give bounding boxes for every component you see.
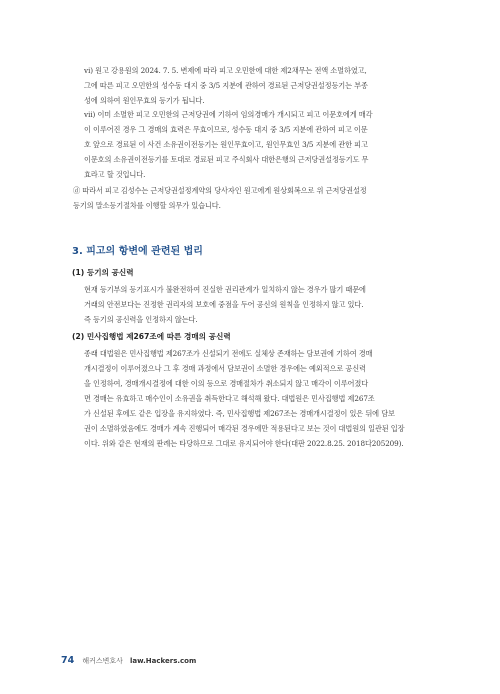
- text-line: 그에 따른 피고 오민한의 성수동 대지 중 3/5 지분에 관하여 경료된 근저당권설정등기는 부종: [84, 81, 368, 90]
- text-line: ⅵ) 원고 강용원의 2024. 7. 5. 변제에 따라 피고 오민한에 대한 제2채무는 전액 소멸하였고,: [84, 66, 367, 75]
- paragraph-d: [73, 183, 436, 213]
- text-line: 종래 대법원은 민사집행법 제267조가 신설되기 전에도 실체상 존재하는 담보권에 기하여 경매: [84, 349, 373, 358]
- paragraph-registry: [84, 282, 436, 327]
- page-footer: [61, 648, 196, 667]
- text-line: 호 앞으로 경료된 이 사건 소유권이전등기는 원인무효이고, 원인무효인 3/5 지분에 관한 피고: [84, 140, 368, 149]
- text-line: 이 이루어진 경우 그 경매의 효력은 무효이므로, 성수동 대지 중 3/5 지분에 관하여 피고 이문: [84, 125, 368, 134]
- text-line: 이문호의 소유권이전등기를 토대로 경료된 피고 주식회사 대한은행의 근저당권설정등기도 무: [84, 155, 369, 164]
- text-line: 가 신설된 후에도 같은 입장을 유지하였다. 즉, 민사집행법 제267조는 경매개시결정이 있은 뒤에 담보: [84, 409, 395, 418]
- text-line: ⓓ 따라서 피고 김성수는 근저당권설정계약의 당사자인 원고에게 원상회복으로 위 근저당권설정: [73, 186, 367, 195]
- paragraph-auction: [84, 346, 436, 451]
- section-title: 3. 피고의 항변에 관련된 법리: [72, 246, 203, 257]
- subheading-registry: (1) 등기의 공신력: [72, 268, 134, 277]
- text-line: 즉 등기의 공신력을 인정하지 않는다.: [84, 315, 198, 324]
- text-line: 이다. 위와 같은 현재의 판례는 타당하므로 그대로 유지되어야 한다(대판 2022.8.25. 2018다205209).: [84, 439, 404, 448]
- text-line: 효라고 할 것입니다.: [84, 170, 146, 179]
- footer-url: law.Hackers.com: [130, 657, 197, 665]
- paragraph-vii: [84, 107, 436, 182]
- text-line: 면 경매는 유효하고 매수인이 소유권을 취득한다고 해석해 왔다. 대법원은 민사집행법 제267조: [84, 394, 375, 403]
- subheading-auction: (2) 민사집행법 제267조에 따른 경매의 공신력: [72, 332, 231, 341]
- footer-brand: 해커스변호사: [82, 657, 123, 665]
- text-line: 현재 등기부의 등기표시가 불완전하여 진실한 권리관계가 일치하지 않는 경우가 많기 때문에: [84, 285, 366, 294]
- text-line: 성에 의하여 원인무효의 등기가 됩니다.: [84, 96, 205, 105]
- text-line: 개시결정이 이루어졌으나 그 후 경매 과정에서 담보권이 소멸한 경우에는 예외적으로 공신력: [84, 364, 366, 373]
- text-line: ⅶ) 이미 소멸한 피고 오민한의 근저당권에 기하여 임의경매가 개시되고 피고 이문호에게 매각: [84, 110, 373, 119]
- text-line: 거래의 안전보다는 진정한 권리자의 보호에 중점을 두어 공신의 원칙을 인정하지 않고 있다.: [84, 300, 364, 309]
- text-line: 을 인정하여, 경매개시결정에 대한 이의 등으로 경매절차가 취소되지 않고 매각이 이루어졌다: [84, 379, 369, 388]
- text-line: 권이 소멸하였음에도 경매가 계속 진행되어 매각된 경우에만 적용된다고 보는 것이 대법원의 일관된 입장: [84, 424, 405, 433]
- page-number: 74: [61, 655, 75, 666]
- text-line: 등기의 말소등기절차를 이행할 의무가 있습니다.: [73, 201, 221, 210]
- paragraph-vi: [84, 63, 436, 108]
